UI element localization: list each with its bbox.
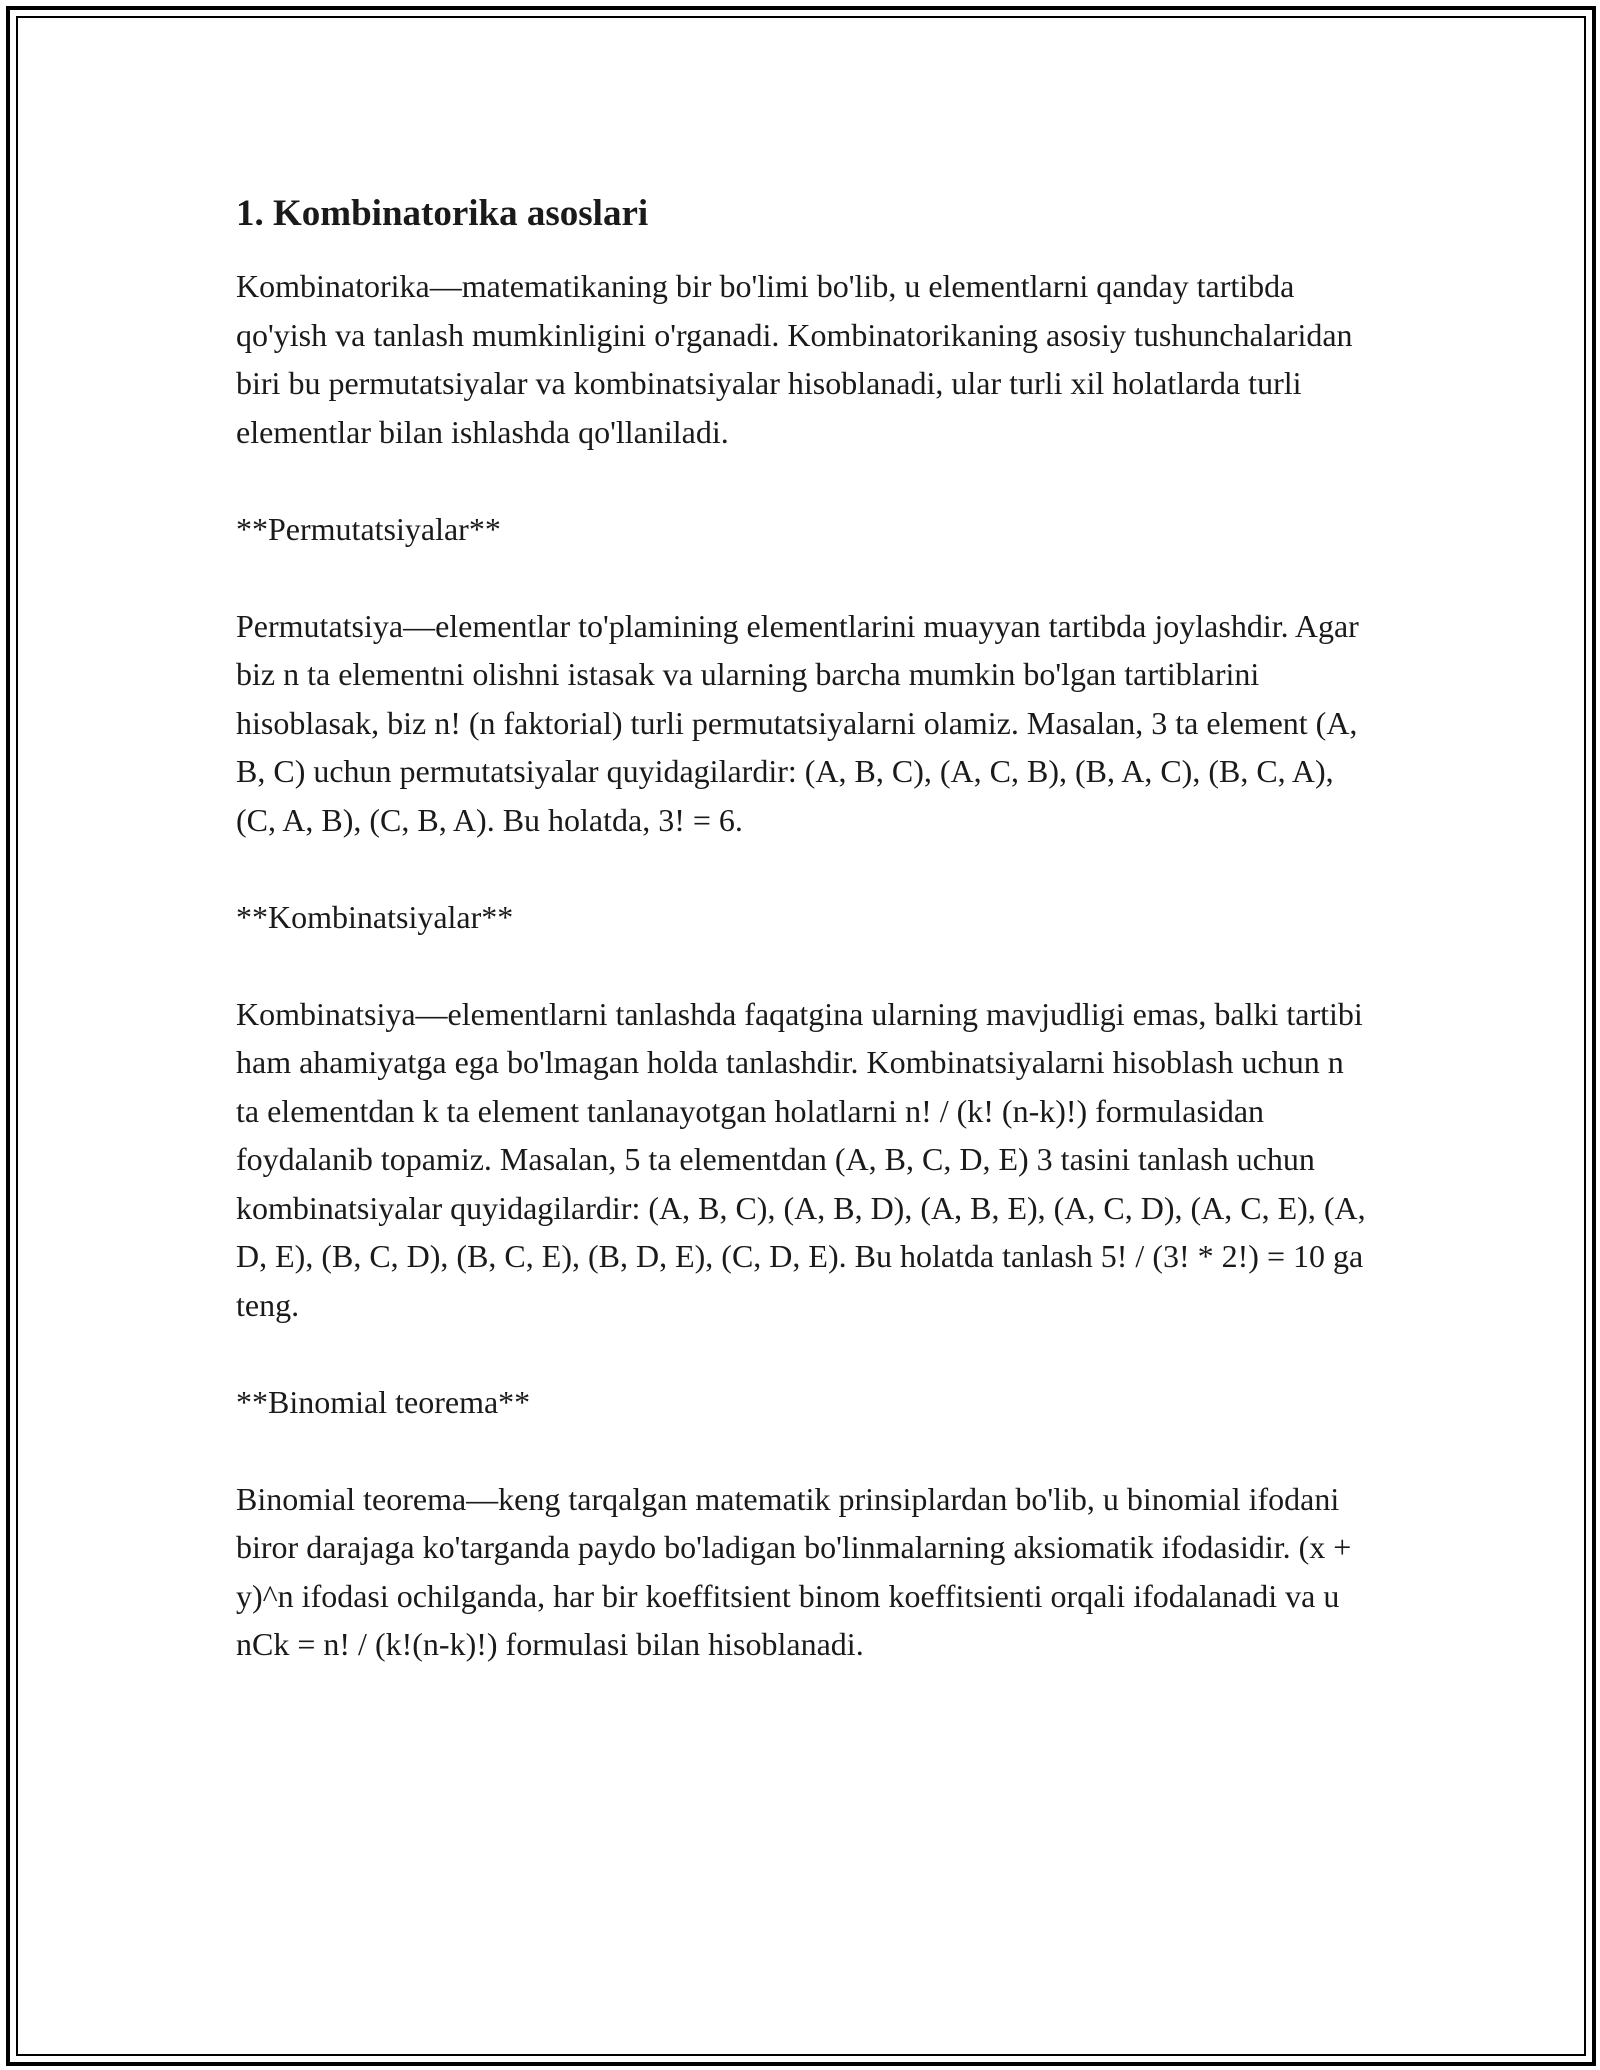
- section-heading-combinations: **Kombinatsiyalar**: [236, 898, 514, 935]
- page-title: 1. Kombinatorika asoslari: [236, 193, 649, 234]
- document-body: [236, 186, 1366, 1717]
- binomial-paragraph: Binomial teorema—keng tarqalgan matematik prinsiplardan bo'lib, u binomial ifodani biror darajaga ko'targanda paydo bo'ladigan bo'linmalarning aksiomatik ifodasidir. (x + y)^n ifodasi ochilganda, har bir koeffitsient binom koeffitsienti orqali ifodalanadi va u nCk = n! / (k!(n-k)!) formulasi bilan hisoblanadi.: [236, 1480, 1352, 1662]
- combinations-paragraph: Kombinatsiya—elementlarni tanlashda faqatgina ularning mavjudligi emas, balki tartibi ham ahamiyatga ega bo'lmagan holda tanlashdir. Kombinatsiyalarni hisoblash uchun n ta elementdan k ta element tanlanayotgan holatlarni n! / (k! (n-k)!) formulasidan foydalanib topamiz. Masalan, 5 ta elementdan (A, B, C, D, E) 3 tasini tanlash uchun kombinatsiyalar quyidagilardir: (A, B, C), (A, B, D), (A, B, E), (A, C, D), (A, C, E), (A, D, E), (B, C, D), (B, C, E), (B, D, E), (C, D, E). Bu holatda tanlash 5! / (3! * 2!) = 10 ga teng.: [236, 995, 1366, 1323]
- intro-paragraph: Kombinatorika—matematikaning bir bo'limi bo'lib, u elementlarni qanday tartibda qo'yish va tanlash mumkinligini o'rganadi. Kombinatorikaning asosiy tushunchalaridan biri bu permutatsiyalar va kombinatsiyalar hisoblanadi, ular turli xil holatlarda turli elementlar bilan ishlashda qo'llaniladi.: [236, 268, 1353, 450]
- permutations-paragraph: Permutatsiya—elementlar to'plamining elementlarini muayyan tartibda joylashdir. Agar biz n ta elementni olishni istasak va ularning barcha mumkin bo'lgan tartiblarini hisoblasak, biz n! (n faktorial) turli permutatsiyalarni olamiz. Masalan, 3 ta element (A, B, C) uchun permutatsiyalar quyidagilardir: (A, B, C), (A, C, B), (B, A, C), (B, C, A), (C, A, B), (C, B, A). Bu holatda, 3! = 6.: [236, 607, 1359, 838]
- section-heading-permutations: **Permutatsiyalar**: [236, 510, 501, 547]
- section-heading-binomial: **Binomial teorema**: [236, 1383, 531, 1420]
